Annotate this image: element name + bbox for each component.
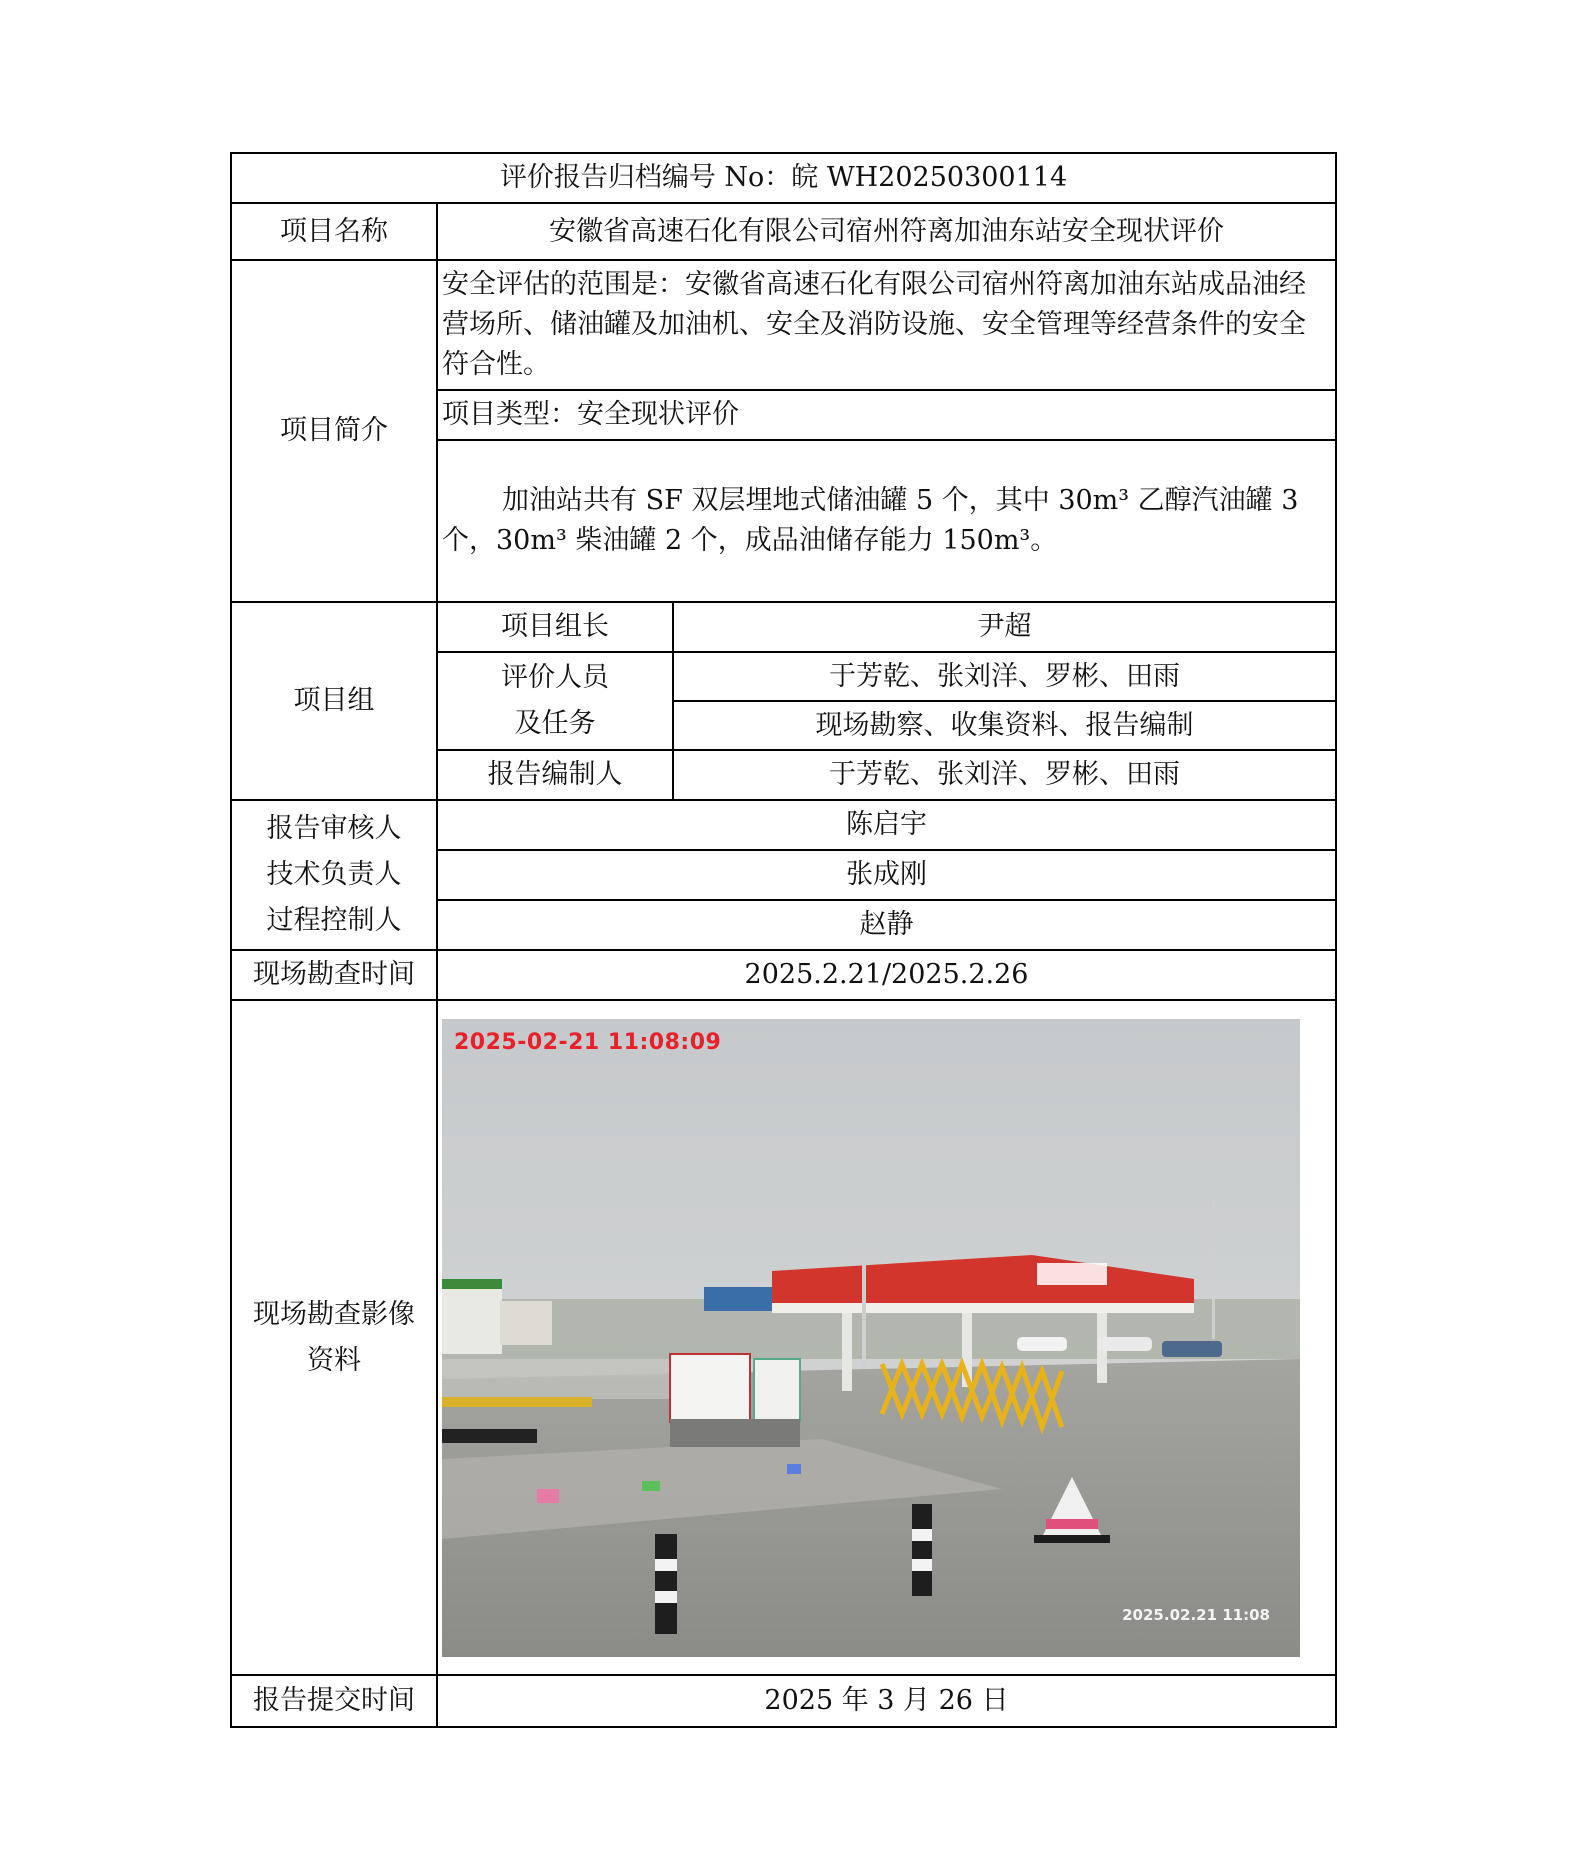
submit-time-label: 报告提交时间: [231, 1675, 437, 1727]
board-base: [670, 1419, 800, 1447]
submit-time-value: 2025 年 3 月 26 日: [437, 1675, 1336, 1727]
reviewer-label: 报告审核人: [266, 813, 402, 844]
project-name-label: 项目名称: [231, 203, 437, 260]
process-controller-value: 赵静: [437, 900, 1336, 950]
light-pole: [862, 1219, 866, 1369]
bollard: [655, 1534, 677, 1634]
survey-time-value: 2025.2.21/2025.2.26: [437, 950, 1336, 1000]
evaluators-value: 于芳乾、张刘洋、罗彬、田雨: [673, 652, 1336, 701]
railing-area: [442, 1359, 672, 1399]
car: [1097, 1337, 1152, 1351]
tasks-value: 现场勘察、收集资料、报告编制: [673, 701, 1336, 750]
archive-number: 评价报告归档编号 No：皖 WH20250300114: [231, 153, 1336, 203]
team-leader-value: 尹超: [673, 602, 1336, 652]
survey-photo-label: [231, 1000, 437, 1675]
evaluators-label-line1: 评价人员: [501, 662, 609, 693]
ground-mark: [642, 1481, 660, 1491]
gas-station-photo: [442, 1019, 1300, 1657]
car: [1017, 1337, 1067, 1351]
billboard: [704, 1287, 774, 1311]
gas-station-scene: [442, 1019, 1300, 1657]
light-pole: [1212, 1199, 1215, 1339]
evaluators-label-line2: 及任务: [514, 708, 596, 739]
team-leader-label: 项目组长: [437, 602, 673, 652]
reviewer-value: 陈启宇: [437, 800, 1336, 850]
report-writer-value: 于芳乾、张刘洋、罗彬、田雨: [673, 750, 1336, 800]
report-info-table: [230, 152, 1337, 1728]
photo-timestamp-top: 2025-02-21 11:08:09: [454, 1029, 722, 1055]
tech-lead-label: 技术负责人: [266, 859, 402, 890]
traffic-cone-base: [1034, 1535, 1110, 1543]
photo-timestamp-bottom: 2025.02.21 11:08: [1122, 1605, 1270, 1624]
team-label: 项目组: [231, 602, 437, 800]
notice-board-1: [670, 1354, 750, 1422]
canopy-underside: [772, 1303, 1194, 1313]
notice-board-2: [754, 1359, 800, 1421]
project-scope: 安全评估的范围是：安徽省高速石化有限公司宿州符离加油东站成品油经营场所、储油罐及加油机、安全及消防设施、安全管理等经营条件的安全符合性。: [437, 260, 1336, 390]
report-cover: [230, 152, 1335, 1728]
survey-time-label: 现场勘查时间: [231, 950, 437, 1000]
canopy-logo: [1037, 1263, 1107, 1285]
survey-photo-label-line1: 现场勘查影像: [253, 1298, 415, 1330]
building: [442, 1284, 502, 1354]
car-carrier: [1162, 1341, 1222, 1357]
curb-black: [442, 1429, 537, 1443]
curb-stripe: [442, 1397, 592, 1407]
process-controller-label: 过程控制人: [266, 905, 402, 936]
bollard: [912, 1504, 932, 1596]
ground-mark: [537, 1489, 559, 1503]
evaluators-label: [437, 652, 673, 750]
project-type: 项目类型：安全现状评价: [437, 390, 1336, 440]
survey-photo-label-line2: 资料: [307, 1344, 361, 1376]
project-intro-label: 项目简介: [231, 260, 437, 602]
ground-mark: [787, 1464, 801, 1474]
tech-lead-value: 张成刚: [437, 850, 1336, 900]
review-labels: [231, 800, 437, 950]
survey-photo-cell: [437, 1000, 1336, 1675]
report-writer-label: 报告编制人: [437, 750, 673, 800]
station-description: 加油站共有 SF 双层埋地式储油罐 5 个，其中 30m³ 乙醇汽油罐 3 个，30m³ 柴油罐 2 个，成品油储存能力 150m³。: [437, 440, 1336, 602]
building-roof: [442, 1279, 502, 1289]
building-annex: [500, 1301, 552, 1345]
project-name-value: 安徽省高速石化有限公司宿州符离加油东站安全现状评价: [437, 203, 1336, 260]
traffic-cone-stripe: [1046, 1519, 1098, 1529]
canopy-column: [842, 1313, 852, 1391]
